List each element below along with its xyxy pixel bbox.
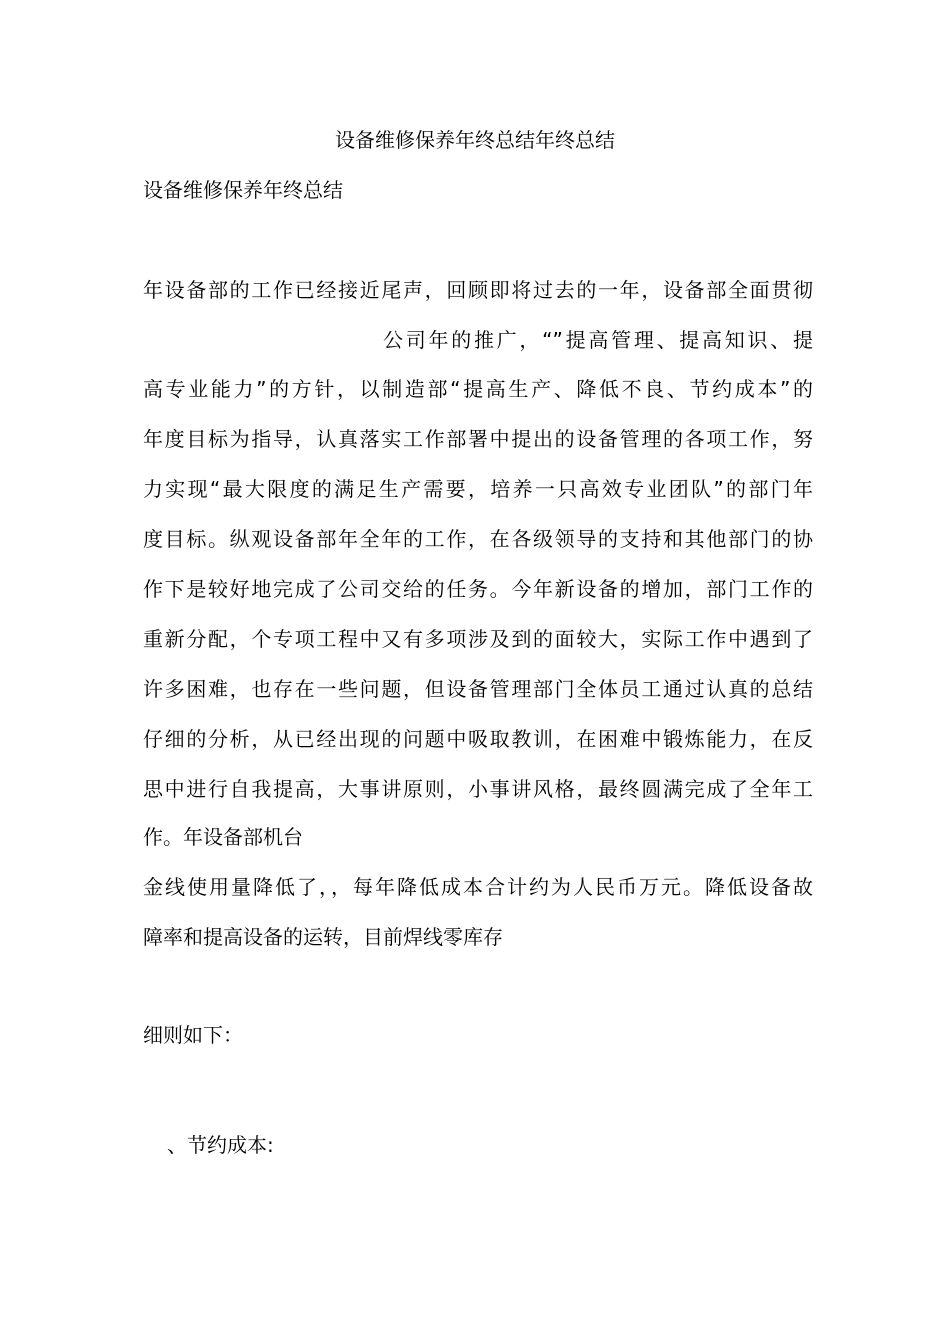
paragraph-line: 力实现“最大限度的满足生产需要，培养一只高效专业团队”的部门年 — [143, 477, 813, 501]
paragraph-line: 作下是较好地完成了公司交给的任务。今年新设备的增加，部门工作的 — [143, 577, 813, 601]
paragraph-line: 年设备部的工作已经接近尾声，回顾即将过去的一年，设备部全面贯彻 — [143, 278, 813, 302]
details-intro: 细则如下： — [143, 1023, 243, 1047]
paragraph-line: 金线使用量降低了，，每年降低成本合计约为人民币万元。降低设备故 — [143, 875, 813, 899]
document-title: 设备维修保养年终总结年终总结 — [335, 128, 615, 152]
section-heading-cost-saving: 、节约成本: — [167, 1133, 274, 1157]
document-subtitle: 设备维修保养年终总结 — [143, 178, 343, 202]
paragraph-line: 高专业能力”的方针，以制造部“提高生产、降低不良、节约成本”的 — [143, 377, 813, 401]
paragraph-line: 公司年的推广，“”提高管理、提高知识、提 — [383, 328, 813, 352]
paragraph-line: 度目标。纵观设备部年全年的工作，在各级领导的支持和其他部门的协 — [143, 527, 813, 551]
paragraph-line: 仔细的分析，从已经出现的问题中吸取教训，在困难中锻炼能力，在反 — [143, 727, 813, 751]
paragraph-line: 重新分配，个专项工程中又有多项涉及到的面较大，实际工作中遇到了 — [143, 627, 813, 651]
paragraph-line: 障率和提高设备的运转，目前焊线零库存 — [143, 925, 503, 949]
paragraph-line: 年度目标为指导，认真落实工作部署中提出的设备管理的各项工作，努 — [143, 427, 813, 451]
paragraph-line: 思中进行自我提高，大事讲原则，小事讲风格，最终圆满完成了全年工 — [143, 777, 813, 801]
paragraph-line: 许多困难，也存在一些问题，但设备管理部门全体员工通过认真的总结 — [143, 677, 813, 701]
paragraph-line: 作。年设备部机台 — [143, 825, 303, 849]
